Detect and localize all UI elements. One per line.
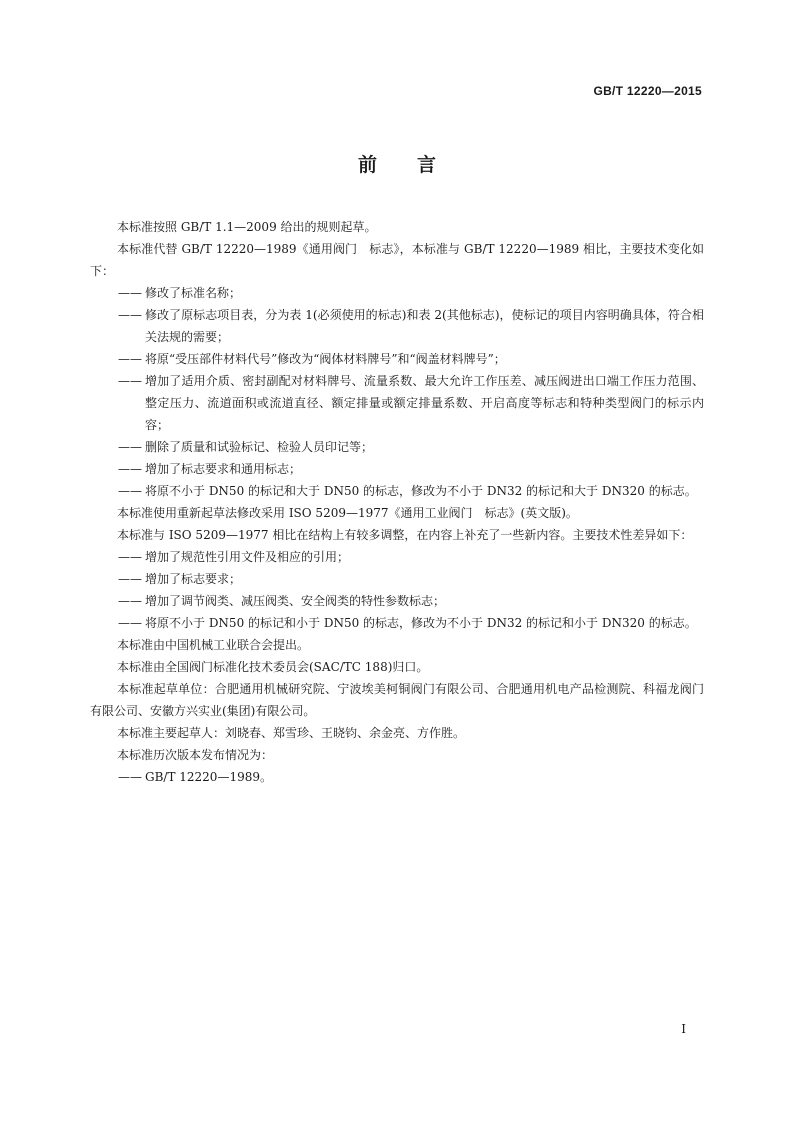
difference-item-text: 将原不小于 DN50 的标记和小于 DN50 的标志，修改为不小于 DN32 的标记和小于 DN320 的标志。: [145, 616, 697, 630]
dash-mark: ——: [118, 594, 142, 608]
difference-item: [90, 612, 704, 634]
change-item-text: 修改了原标志项目表，分为表 1(必须使用的标志)和表 2(其他标志)，使标记的项目内容明确具体，符合相关法规的需要；: [145, 308, 704, 344]
dash-mark: ——: [118, 572, 142, 586]
difference-item: [90, 568, 704, 590]
difference-item-text: 增加了规范性引用文件及相应的引用；: [145, 550, 350, 564]
change-item-text: 增加了适用介质、密封副配对材料牌号、流量系数、最大允许工作压差、减压阀进出口端工作压力范围、整定压力、流道面积或流道直径、额定排量或额定排量系数、开启高度等标志和特种类型阀门的标示内容；: [145, 374, 704, 432]
change-item: [90, 304, 704, 348]
page-title: 前言: [357, 154, 476, 176]
dash-mark: ——: [118, 308, 142, 322]
difference-item: [90, 590, 704, 612]
change-item: [90, 480, 704, 502]
standard-code: GB/T 12220—2015: [593, 84, 702, 98]
change-item: [90, 348, 704, 370]
change-item: [90, 282, 704, 304]
paragraph-history: 本标准历次版本发布情况为：: [117, 748, 274, 762]
difference-item-text: 增加了调节阀类、减压阀类、安全阀类的特性参数标志；: [145, 594, 446, 608]
change-item: [90, 370, 704, 436]
difference-item-text: 增加了标志要求；: [145, 572, 242, 586]
paragraph-drafters: 本标准主要起草人：刘晓春、郑雪珍、王晓钧、余金亮、方作胜。: [117, 726, 466, 740]
dash-mark: ——: [118, 374, 142, 388]
difference-item: [90, 546, 704, 568]
dash-mark: ——: [118, 550, 142, 564]
dash-mark: ——: [118, 770, 142, 784]
history-item-text: GB/T 12220—1989。: [145, 770, 272, 784]
change-item-text: 修改了标准名称；: [145, 286, 242, 300]
dash-mark: ——: [118, 286, 142, 300]
paragraph-iso-differences: 本标准与 ISO 5209—1977 相比在结构上有较多调整，在内容上补充了一些新内容。主要技术性差异如下：: [117, 528, 693, 542]
change-item-text: 增加了标志要求和通用标志；: [145, 462, 302, 476]
paragraph-replacement: 本标准代替 GB/T 12220—1989《通用阀门 标志》，本标准与 GB/T 12220—1989 相比，主要技术变化如下：: [90, 242, 704, 278]
change-item-text: 将原不小于 DN50 的标记和大于 DN50 的标志，修改为不小于 DN32 的标记和大于 DN320 的标志。: [145, 484, 697, 498]
change-item-text: 将原“受压部件材料代号”修改为“阀体材料牌号”和“阀盖材料牌号”；: [145, 352, 506, 366]
paragraph-committee: 本标准由全国阀门标准化技术委员会(SAC/TC 188)归口。: [117, 660, 429, 674]
paragraph-proposer: 本标准由中国机械工业联合会提出。: [117, 638, 310, 652]
dash-mark: ——: [118, 616, 142, 630]
dash-mark: ——: [118, 484, 142, 498]
paragraph-drafting-rules: 本标准按照 GB/T 1.1—2009 给出的规则起草。: [117, 220, 377, 234]
dash-mark: ——: [118, 352, 142, 366]
dash-mark: ——: [118, 440, 142, 454]
dash-mark: ——: [118, 462, 142, 476]
change-item: [90, 458, 704, 480]
change-item-text: 删除了质量和试验标记、检验人员印记等；: [145, 440, 374, 454]
history-item: [90, 766, 704, 788]
change-item: [90, 436, 704, 458]
page-number: I: [681, 1022, 686, 1036]
foreword-body: [90, 216, 704, 788]
paragraph-iso-adoption: 本标准使用重新起草法修改采用 ISO 5209—1977《通用工业阀门 标志》(英文版)。: [117, 506, 578, 520]
paragraph-drafting-units: 本标准起草单位：合肥通用机械研究院、宁波埃美柯铜阀门有限公司、合肥通用机电产品检测院、科福龙阀门有限公司、安徽方兴实业(集团)有限公司。: [90, 682, 704, 718]
